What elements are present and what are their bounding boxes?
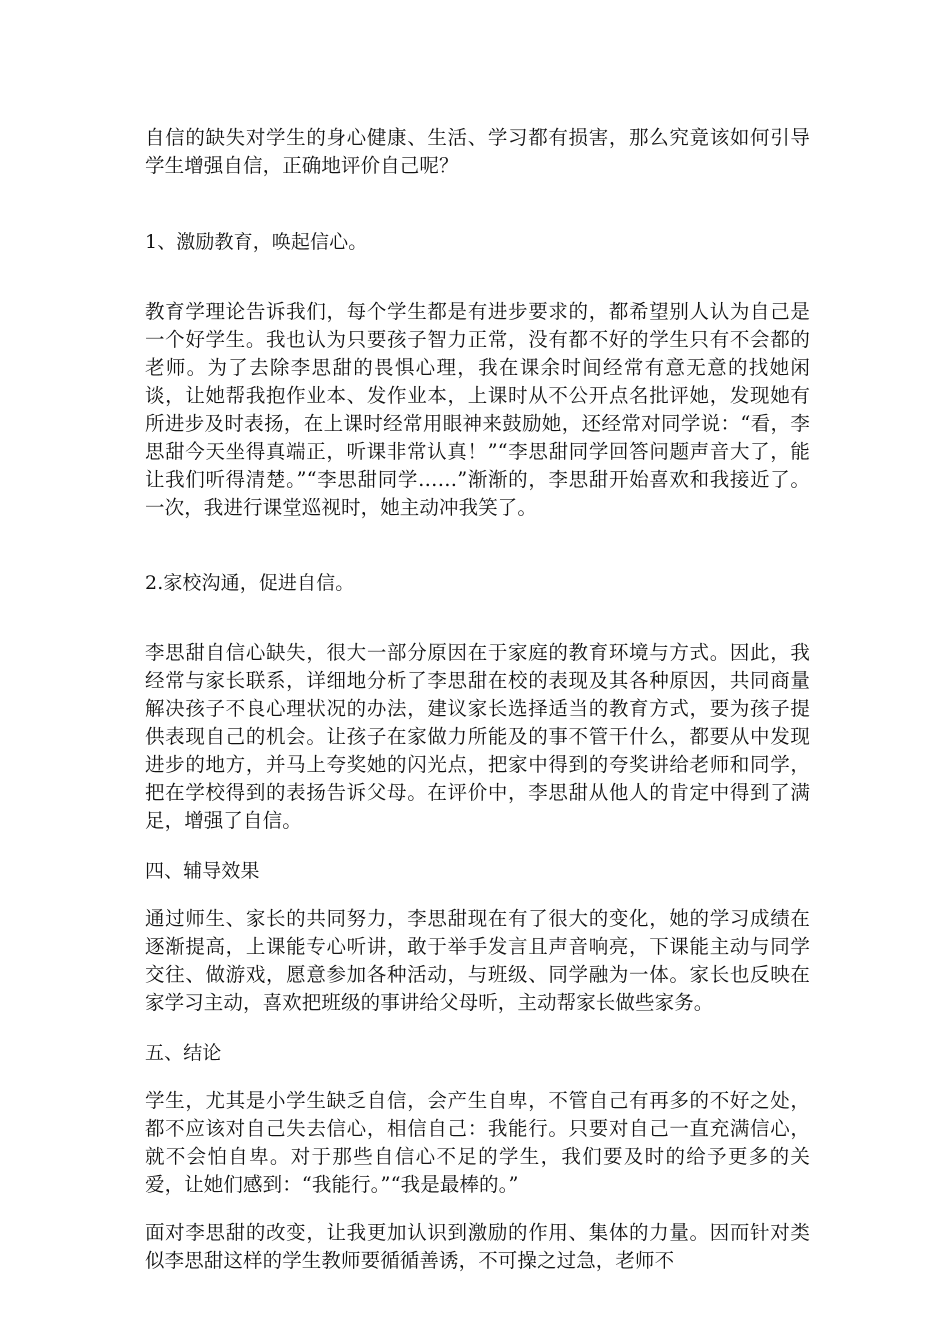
paragraph-encouragement: 教育学理论告诉我们，每个学生都是有进步要求的，都希望别人认为自己是一个好学生。我也认为只要孩子智力正常，没有都不好的学生只有不会都的老师。为了去除李思甜的畏惧心理，我在课余时间经常有意无意的找她闲谈，让她帮我抱作业本、发作业本，上课时从不公开点名批评她，发现她有所进步及时表扬，在上课时经常用眼神来鼓励她，还经常对同学说：“看，李思甜今天坐得真端正，听课非常认真！”“李思甜同学回答问题声音大了，能让我们听得清楚。”“李思甜同学……”渐渐的，李思甜开始喜欢和我接近了。一次，我进行课堂巡视时，她主动冲我笑了。 [145,300,810,519]
heading-home-school: 2.家校沟通，促进自信。 [145,572,355,594]
paragraph-conclusion: 学生，尤其是小学生缺乏自信，会产生自卑，不管自己有再多的不好之处，都不应该对自己失去信心，相信自己：我能行。只要对自己一直充满信心，就不会怕自卑。对于那些自信心不足的学生，我们要及时的给予更多的关爱，让她们感到：“我能行。”“我是最棒的。” [145,1089,810,1196]
heading-conclusion: 五、结论 [145,1042,222,1064]
document-body [145,124,810,1275]
paragraph-home-school: 李思甜自信心缺失，很大一部分原因在于家庭的教育环境与方式。因此，我经常与家长联系，详细地分析了李思甜在校的表现及其各种原因，共同商量解决孩子不良心理状况的办法，建议家长选择适当的教育方式，要为孩子提供表现自己的机会。让孩子在家做力所能及的事不管干什么，都要从中发现进步的地方，并马上夸奖她的闪光点，把家中得到的夸奖讲给老师和同学，把在学校得到的表扬告诉父母。在评价中，李思甜从他人的肯定中得到了满足，增强了自信。 [145,641,810,832]
paragraph-intro: 自信的缺失对学生的身心健康、生活、学习都有损害，那么究竟该如何引导学生增强自信，正确地评价自己呢？ [145,126,810,177]
paragraph-effect: 通过师生、家长的共同努力，李思甜现在有了很大的变化，她的学习成绩在逐渐提高，上课能专心听讲，敢于举手发言且声音响亮，下课能主动与同学交往、做游戏，愿意参加各种活动，与班级、同学融为一体。家长也反映在家学习主动，喜欢把班级的事讲给父母听，主动帮家长做些家务。 [145,907,810,1014]
heading-encouragement: 1、激励教育，唤起信心。 [145,231,368,253]
paragraph-closing: 面对李思甜的改变，让我更加认识到激励的作用、集体的力量。因而针对类似李思甜这样的学生教师要循循善诱，不可操之过急，老师不 [145,1221,810,1272]
heading-effect: 四、辅导效果 [145,860,260,882]
